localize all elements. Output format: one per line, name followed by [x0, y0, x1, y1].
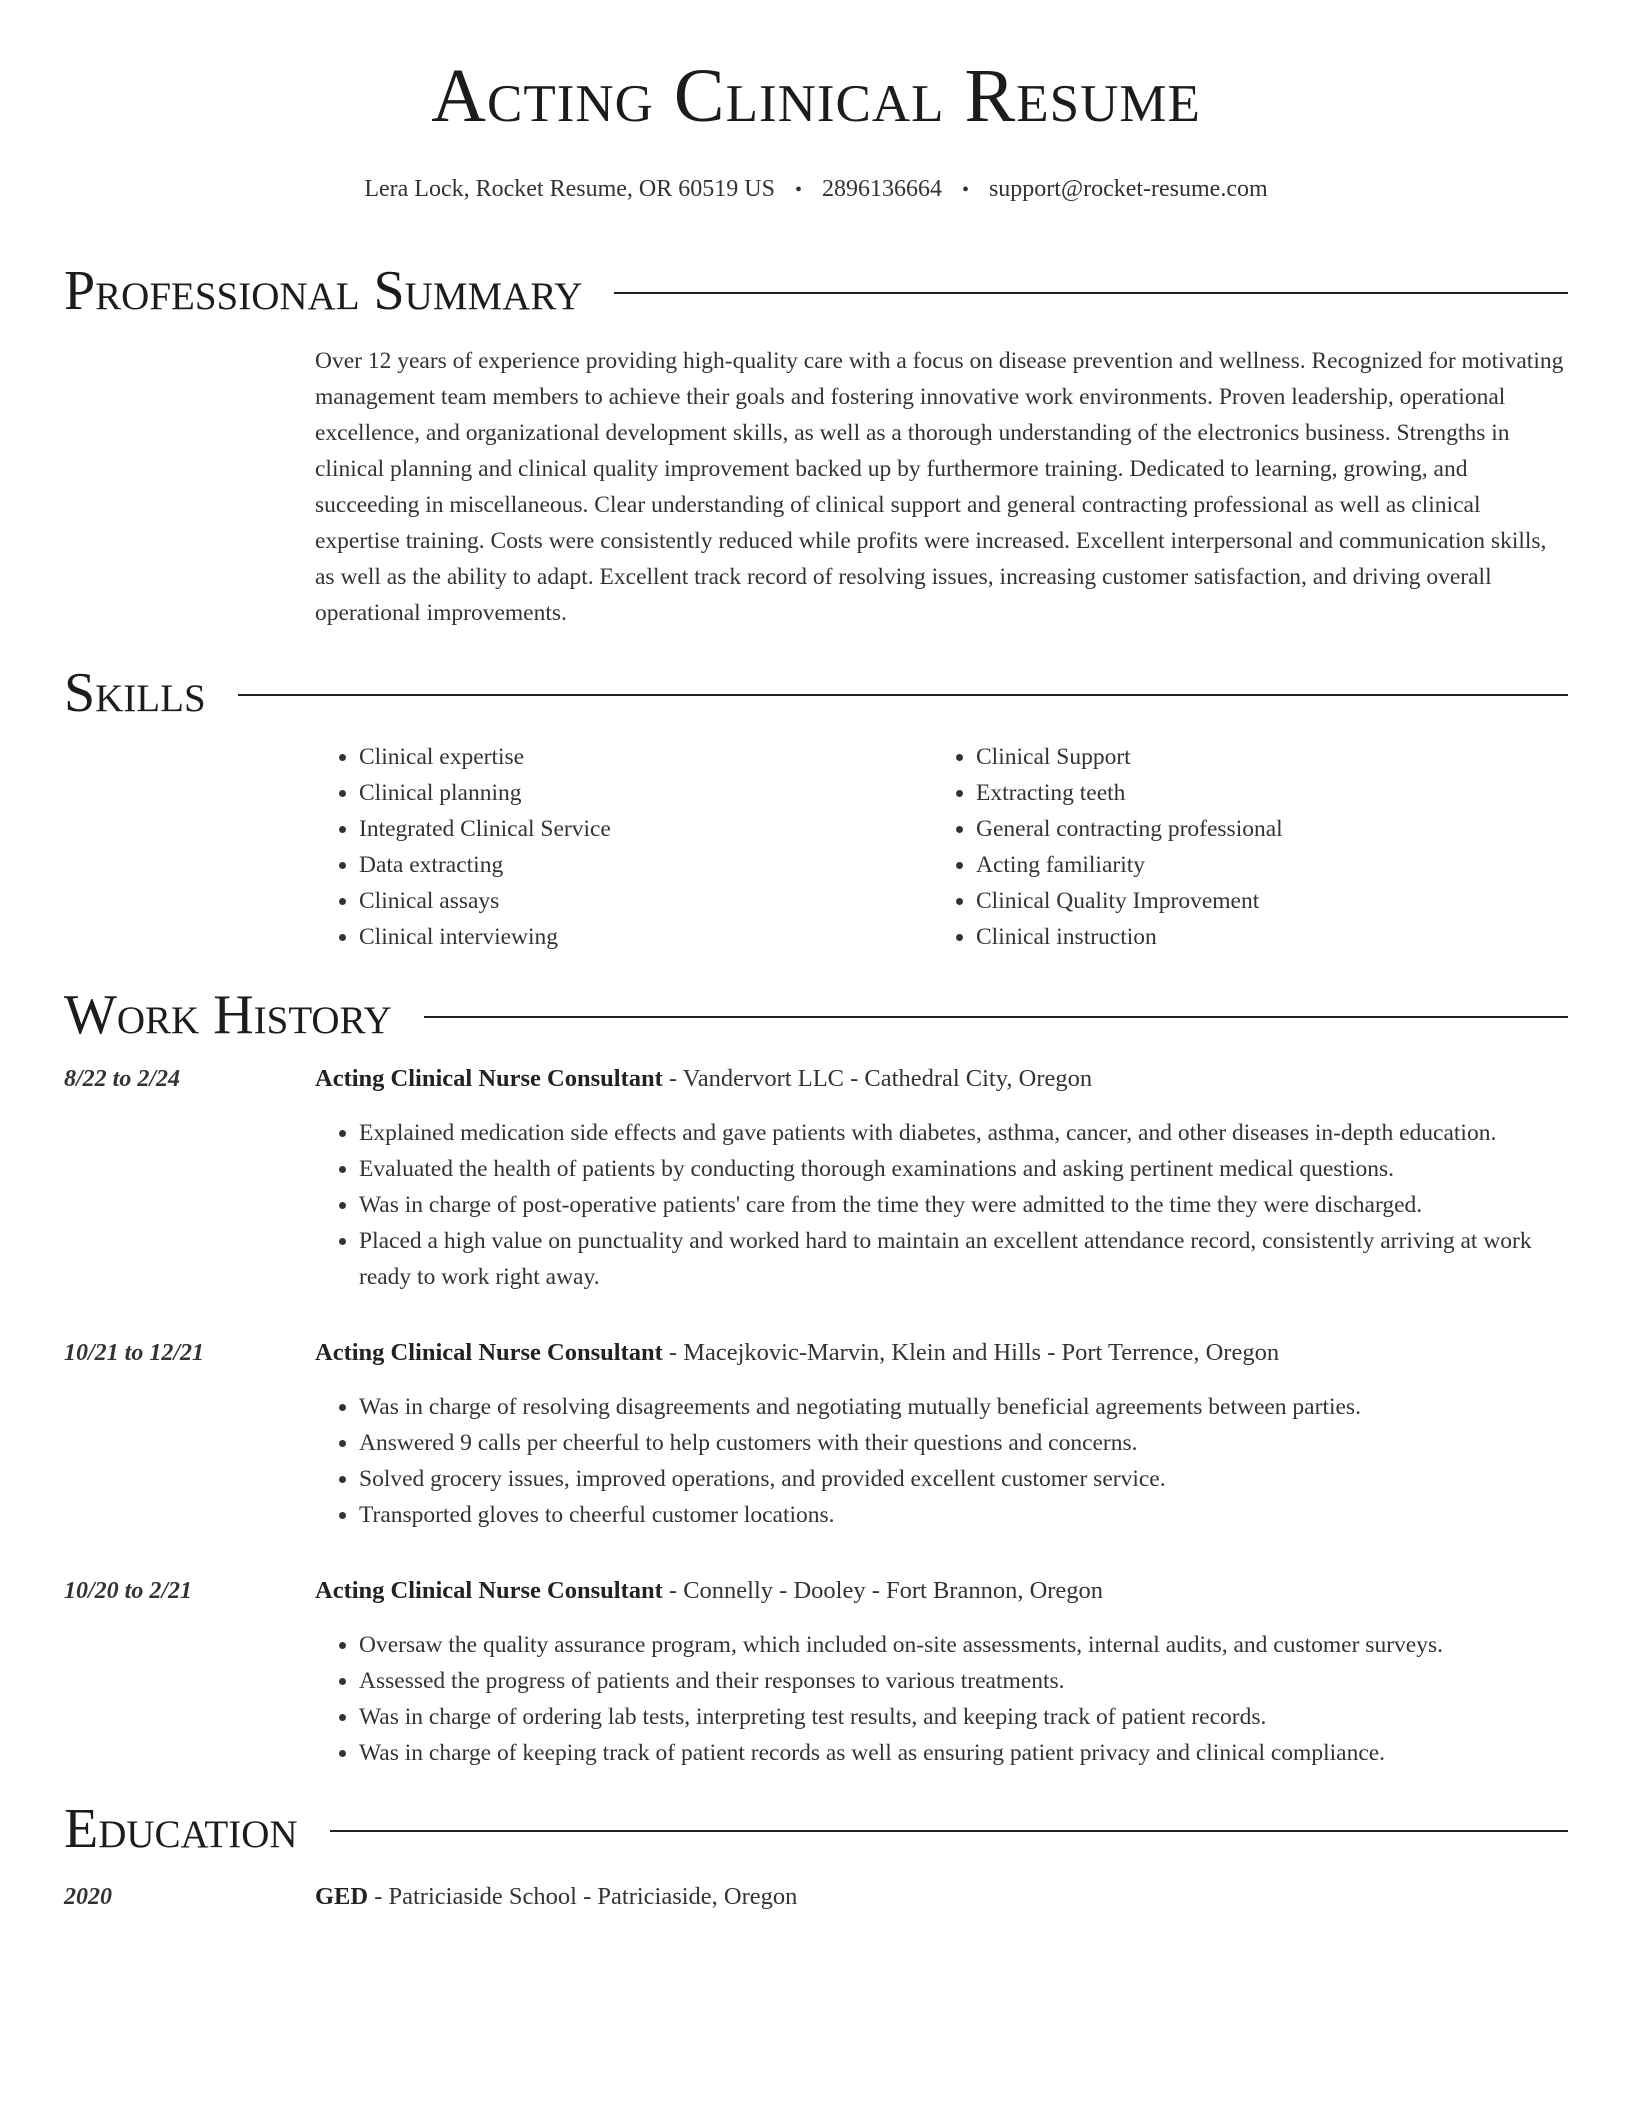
job-dates: 8/22 to 2/24 [64, 1066, 181, 1092]
education-degree: GED [315, 1883, 369, 1910]
job-bullet: • Placed a high value on punctuality and worked hard to maintain an excellent attendance record, consistently arriving at work ready to work right away. [359, 1223, 1568, 1295]
skill-item: • Clinical instruction [976, 919, 1549, 955]
job-bullet: • Oversaw the quality assurance program, which included on-site assessments, internal audits, and customer surveys. [359, 1627, 1568, 1663]
skills-column-left [315, 739, 932, 955]
job-body [315, 1335, 1568, 1533]
job-title-line [315, 1573, 1568, 1609]
skills-column-right [932, 739, 1549, 955]
job-title-line [315, 1061, 1568, 1097]
work-heading: Work History [64, 984, 392, 1046]
contact-phone: 2896136664 [821, 176, 942, 202]
job-bullets [315, 1627, 1568, 1771]
job-bullet: • Explained medication side effects and gave patients with diabetes, asthma, cancer, and other diseases in-depth education. [359, 1115, 1568, 1151]
summary-heading: Professional Summary [64, 260, 583, 322]
job-bullet: • Evaluated the health of patients by conducting thorough examinations and asking pertinent medical questions. [359, 1151, 1568, 1187]
skill-item: • Clinical assays [359, 883, 932, 919]
contact-address: Lera Lock, Rocket Resume, OR 60519 US [364, 176, 775, 202]
section-divider [238, 694, 1568, 696]
contact-separator: • [794, 179, 802, 201]
job-entry [64, 1061, 1568, 1295]
summary-text: Over 12 years of experience providing high-quality care with a focus on disease prevention and wellness. Recognized for motivating management team members to achieve their goals and fostering innovative work environments. Proven leadership, operational excellence, and organizational development skills, as well as a thorough understanding of the electronics business. Strengths in clinical planning and clinical quality improvement backed up by furthermore training. Dedicated to learning, growing, and succeeding in miscellaneous. Clear understanding of clinical support and general contracting professional as well as clinical expertise training. Costs were consistently reduced while profits were increased. Excellent interpersonal and communication skills, as well as the ability to adapt. Excellent track record of resolving issues, increasing customer satisfaction, and driving overall operational improvements. [315, 348, 1564, 626]
education-heading: Education [64, 1798, 298, 1860]
education-line [315, 1879, 797, 1915]
job-bullet: • Was in charge of resolving disagreements and negotiating mutually beneficial agreements between parties. [359, 1389, 1568, 1425]
skills-heading: Skills [64, 662, 206, 724]
education-entry [64, 1879, 1568, 1915]
job-role: Acting Clinical Nurse Consultant [315, 1065, 663, 1092]
section-divider [330, 1830, 1568, 1832]
skill-item: • Clinical interviewing [359, 919, 932, 955]
skills-section-header [64, 662, 1568, 724]
job-entry [64, 1573, 1568, 1771]
skill-item: • Clinical Quality Improvement [976, 883, 1549, 919]
job-dates: 10/20 to 2/21 [64, 1578, 193, 1604]
job-bullets [315, 1115, 1568, 1295]
education-year: 2020 [64, 1884, 112, 1910]
job-bullet: • Was in charge of post-operative patients' care from the time they were admitted to the time they were discharged. [359, 1187, 1568, 1223]
education-school: - Patriciaside School - Patriciaside, Oregon [368, 1883, 798, 1910]
skill-item: • Extracting teeth [976, 775, 1549, 811]
section-divider [614, 292, 1568, 294]
skill-item: • Clinical planning [359, 775, 932, 811]
job-bullet: • Solved grocery issues, improved operations, and provided excellent customer service. [359, 1461, 1568, 1497]
job-employer: - Connelly - Dooley - Fort Brannon, Oregon [662, 1577, 1104, 1604]
job-role: Acting Clinical Nurse Consultant [315, 1339, 663, 1366]
job-bullet: • Transported gloves to cheerful customer locations. [359, 1497, 1568, 1533]
summary-section-header [64, 260, 1568, 322]
skill-item: • Clinical expertise [359, 739, 932, 775]
job-title-line [315, 1335, 1568, 1371]
job-entry [64, 1335, 1568, 1533]
section-divider [424, 1016, 1568, 1018]
skill-item: • Clinical Support [976, 739, 1549, 775]
job-bullet: • Assessed the progress of patients and their responses to various treatments. [359, 1663, 1568, 1699]
skill-item: • Acting familiarity [976, 847, 1549, 883]
education-section-header [64, 1798, 1568, 1860]
job-dates: 10/21 to 12/21 [64, 1340, 205, 1366]
job-body [315, 1061, 1568, 1295]
job-bullets [315, 1389, 1568, 1533]
skills-list [315, 739, 1568, 955]
job-employer: - Macejkovic-Marvin, Klein and Hills - Port Terrence, Oregon [662, 1339, 1280, 1366]
job-employer: - Vandervort LLC - Cathedral City, Oregon [662, 1065, 1093, 1092]
skill-item: • Integrated Clinical Service [359, 811, 932, 847]
skill-item: • General contracting professional [976, 811, 1549, 847]
job-bullet: • Was in charge of ordering lab tests, interpreting test results, and keeping track of patient records. [359, 1699, 1568, 1735]
contact-separator: • [961, 179, 969, 201]
job-bullet: • Answered 9 calls per cheerful to help customers with their questions and concerns. [359, 1425, 1568, 1461]
job-bullet: • Was in charge of keeping track of patient records as well as ensuring patient privacy and clinical compliance. [359, 1735, 1568, 1771]
job-body [315, 1573, 1568, 1771]
resume-title: Acting Clinical Resume [431, 54, 1201, 138]
work-section-header [64, 984, 1568, 1046]
job-role: Acting Clinical Nurse Consultant [315, 1577, 663, 1604]
skill-item: • Data extracting [359, 847, 932, 883]
contact-email: support@rocket-resume.com [988, 176, 1268, 202]
contact-line [64, 176, 1568, 203]
